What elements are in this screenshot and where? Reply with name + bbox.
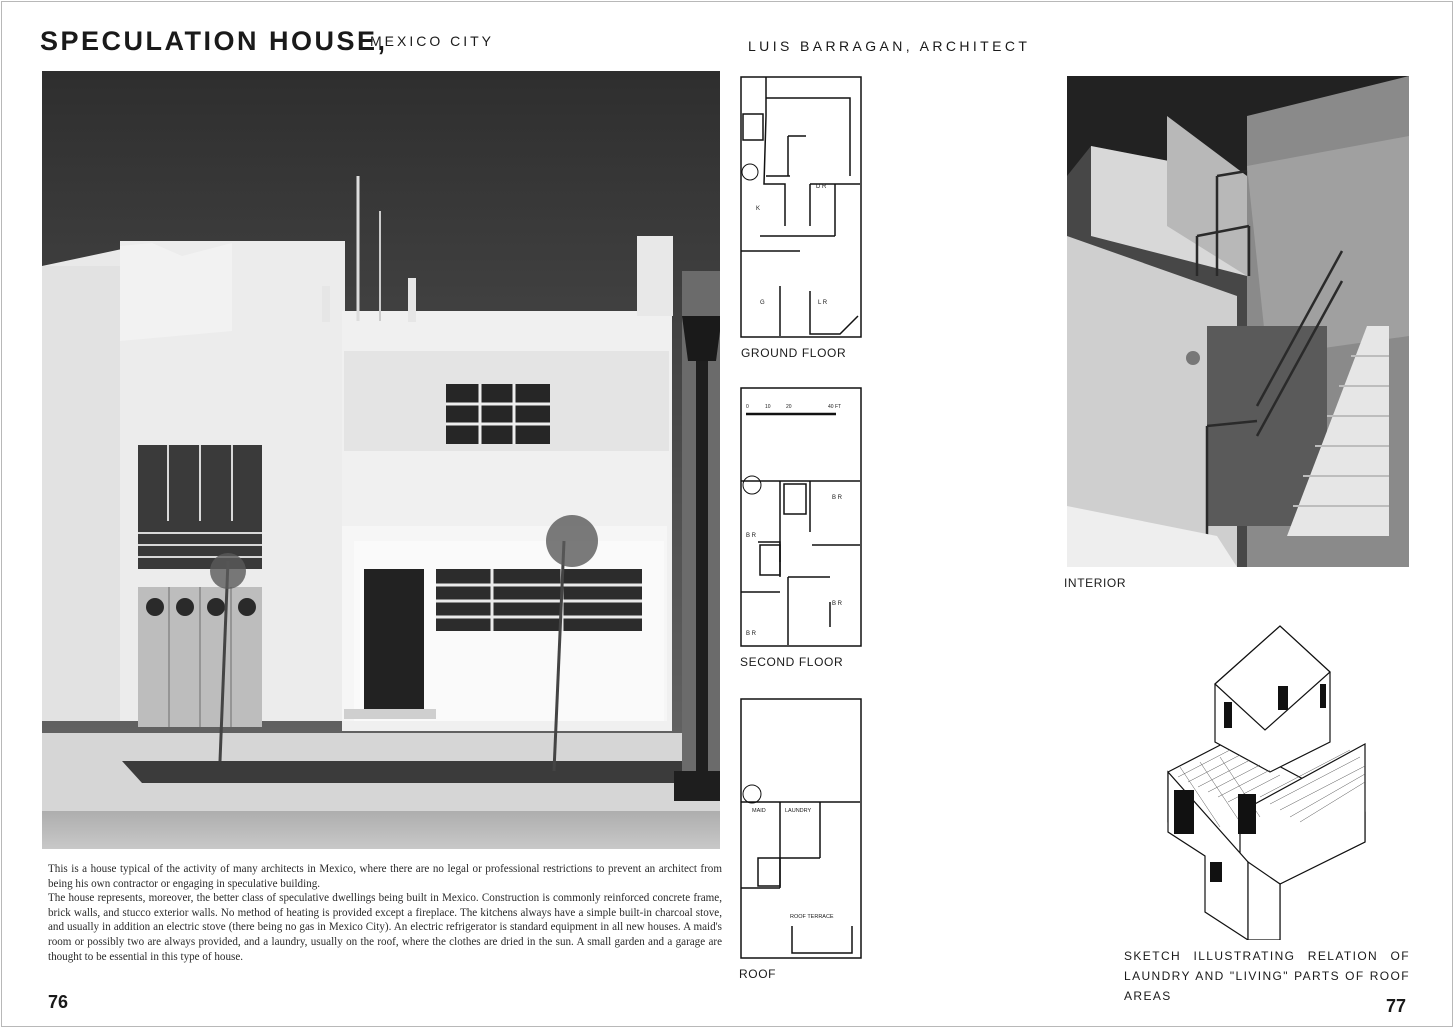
scale-10: 10	[765, 404, 771, 410]
interior-caption: INTERIOR	[1064, 576, 1127, 590]
roof-caption: ROOF	[739, 967, 777, 981]
scale-40ft: 40 FT	[828, 404, 842, 410]
ground-floor-caption: GROUND FLOOR	[741, 346, 847, 360]
plan-label-maid: MAID	[752, 808, 766, 814]
page-number-right: 77	[1386, 996, 1407, 1016]
sketch-caption: SKETCH ILLUSTRATING RELATION OF LAUNDRY AND "LIVING" PARTS OF ROOF AREAS	[1124, 949, 1410, 1003]
body-paragraph-2: The house represents, moreover, the better class of speculative dwellings being built in Mexico. Construction is commonly reinforced concrete frame, brick walls, and stucco exterior walls. No method of heating is provided except a fireplace. The kitchens always have a simple built-in charcoal stove, and usually in addition an electric stove (there being no gas in Mexico City). An electric refrigerator is standard equipment in all new houses. A maid's room or possibly two are always provided, and a laundry, usually on the roof, where the clothes are dried in the sun. A small garden and a garage are thought to be essential in this type of house.	[48, 892, 722, 963]
house-exterior-photo	[42, 71, 720, 849]
plan-label-lr: L R	[818, 300, 828, 306]
interior-stair-photo	[1067, 76, 1409, 567]
isometric-roof-sketch	[1160, 622, 1370, 940]
plan-label-br-4: B R	[746, 631, 757, 637]
architect-credit: LUIS BARRAGAN, ARCHITECT	[748, 38, 1031, 54]
plan-label-br-2: B R	[746, 533, 757, 539]
plan-label-laundry: LAUNDRY	[785, 808, 812, 814]
second-floor-caption: SECOND FLOOR	[740, 655, 844, 669]
second-floor-plan	[740, 387, 862, 647]
plan-label-br-1: B R	[832, 495, 843, 501]
plan-label-k: K	[756, 206, 761, 212]
page-number-left: 76	[48, 992, 69, 1012]
plan-label-dr: D R	[816, 184, 827, 190]
plan-label-g: G	[760, 300, 765, 306]
location-subtitle: MEXICO CITY	[370, 33, 495, 49]
article-body	[48, 862, 722, 964]
roof-plan	[740, 698, 862, 959]
page-title: SPECULATION HOUSE,	[40, 26, 388, 56]
plan-label-roof-terrace: ROOF TERRACE	[790, 914, 834, 920]
plan-label-br-3: B R	[832, 601, 843, 607]
scale-20: 20	[786, 404, 792, 410]
ground-floor-plan	[740, 76, 862, 338]
body-paragraph-1: This is a house typical of the activity of many architects in Mexico, where there are no legal or professional restrictions to prevent an architect from being his own contractor or engaging in speculative building.	[48, 863, 722, 890]
scale-0: 0	[746, 404, 749, 410]
